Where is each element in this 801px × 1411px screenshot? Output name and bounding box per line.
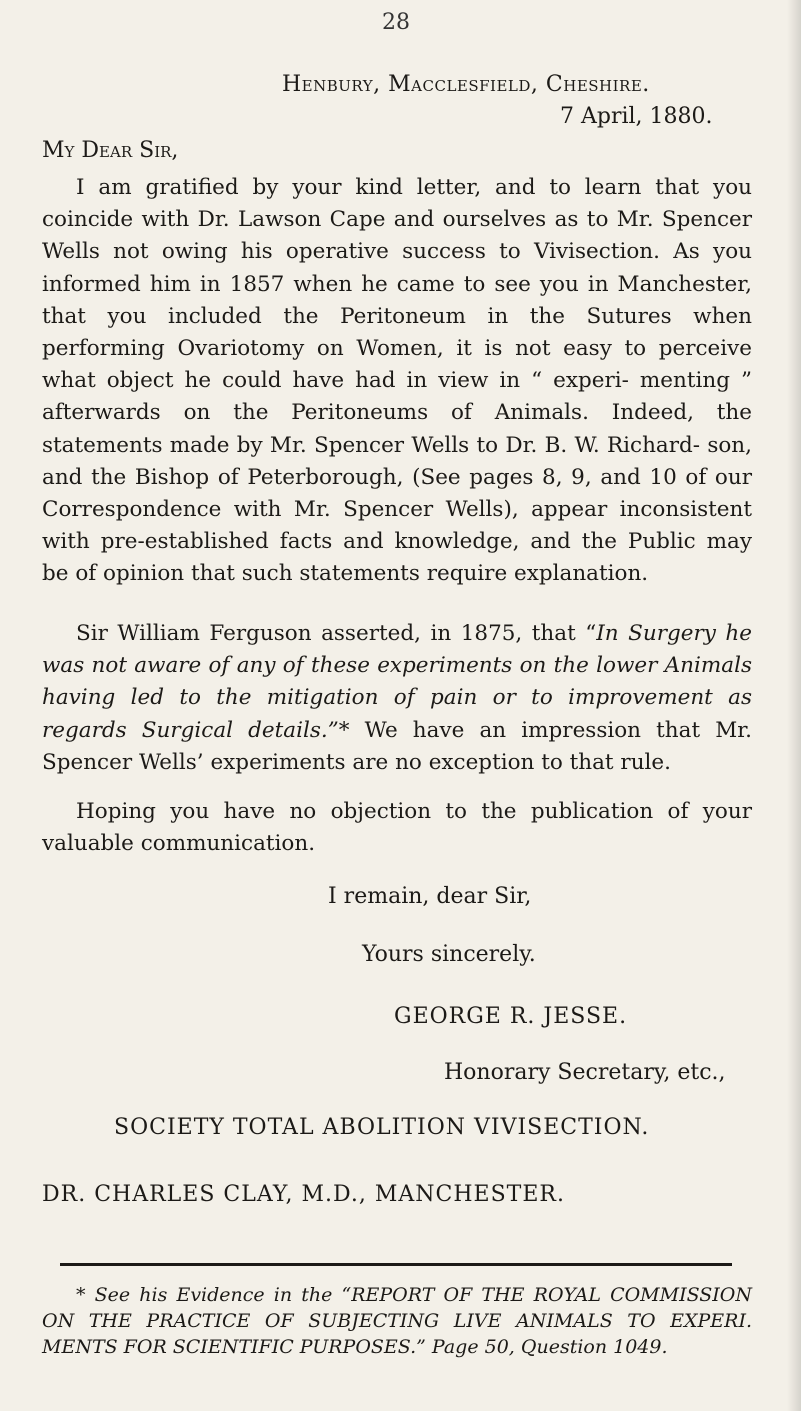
paragraph-2-tail: We have an impression that Mr. Spencer Wells’ experiments are no exception to that rule. — [42, 717, 753, 775]
closing-remain: I remain, dear Sir, — [328, 884, 532, 909]
paragraph-2-quote: In Surgery he was not aware of any of these experiments on the lower Animals having led to the mitigation of pain or to improvement as regards Surgical details.”* — [42, 621, 753, 743]
footnote: * See his Evidence in the “REPORT OF THE ROYAL COMMISSION ON THE PRACTICE OF SUBJECTING LIVE ANIMALS TO EXPERI. MENTS FOR SCIENTIFIC PURPOSES.” Page 50, Question 1049. — [42, 1284, 752, 1358]
paragraph-2 — [42, 618, 752, 779]
letter-address: Henbury, Macclesfield, Cheshire. — [282, 72, 650, 97]
page-number: 28 — [382, 10, 410, 35]
footnote-divider — [60, 1263, 732, 1266]
closing-yours: Yours sincerely. — [362, 942, 536, 967]
letter-date: 7 April, 1880. — [560, 104, 713, 129]
paragraph-3: Hoping you have no objection to the publication of your valuable communication. — [42, 799, 752, 857]
signature-title: Honorary Secretary, etc., — [444, 1060, 726, 1085]
letter-salutation: My Dear Sir, — [42, 138, 179, 163]
paragraph-1: I am gratified by your kind letter, and to learn that you coincide with Dr. Lawson Cape and ourselves as to Mr. Spencer Wells not owing his operative success to Vivisection. As you informed him in 1857 when he came to see you in Manchester, that you included the Peritoneum in the Sutures when performing Ovariotomy on Women, it is not easy to perceive what object he could have had in view in “ experi- menting ” afterwards on the Peritoneums of Animals. Indeed, the statements made by Mr. Spencer Wells to Dr. B. W. Richard- son, and the Bishop of Peterborough, (See pages 8, 9, and 10 of our Correspondence with Mr. Spencer Wells), appear inconsistent with pre-established facts and knowledge, and the Public may be of opinion that such statements require explanation. — [42, 175, 752, 587]
paragraph-2-lead: Sir William Ferguson asserted, in 1875, that “ — [76, 621, 597, 646]
recipient-line: DR. CHARLES CLAY, M.D., MANCHESTER. — [42, 1182, 565, 1207]
signature-society: SOCIETY TOTAL ABOLITION VIVISECTION. — [114, 1115, 650, 1140]
page-edge-shadow — [787, 0, 801, 1411]
signature-name: GEORGE R. JESSE. — [394, 1004, 628, 1029]
